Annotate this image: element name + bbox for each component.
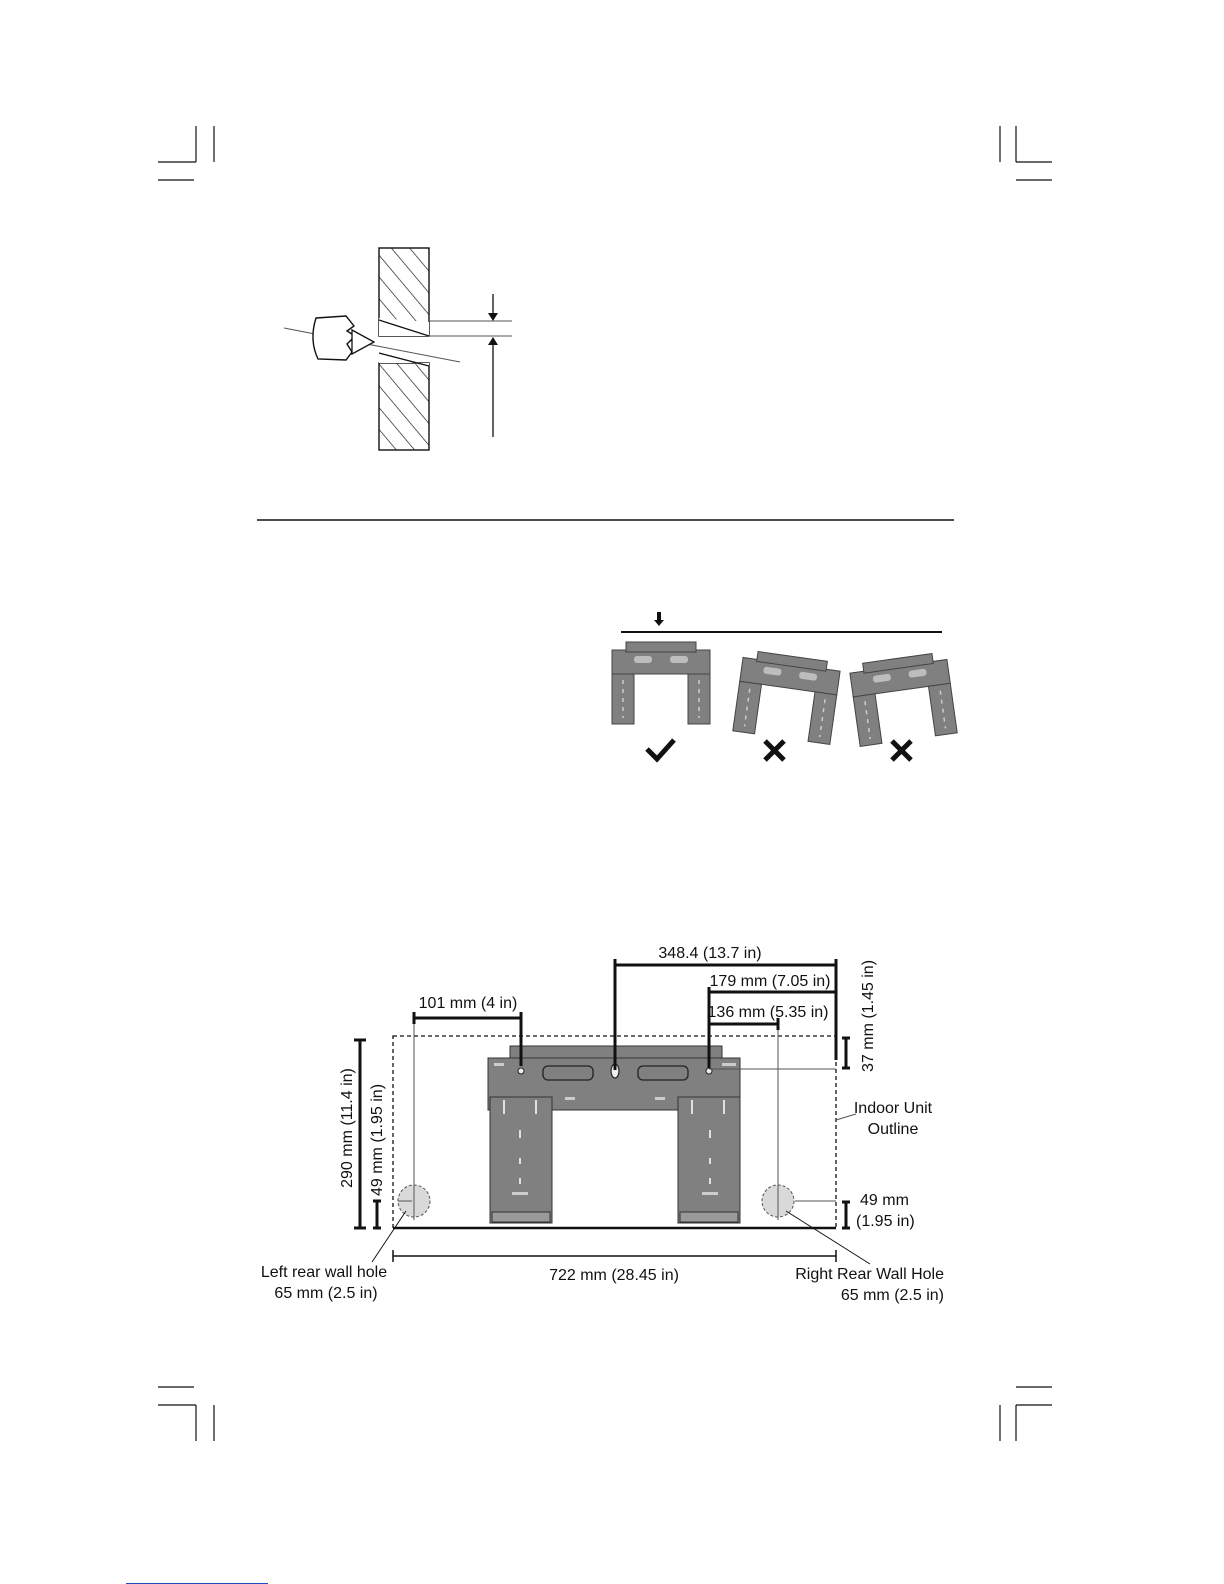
dim-left-hole-offset-label: 101 mm (4 in) xyxy=(418,995,518,1012)
dim-right-hole-height-label-1: 49 mm xyxy=(860,1192,909,1209)
right-hole-label-2: 65 mm (2.5 in) xyxy=(840,1287,944,1304)
dim-center-hole-label: 348.4 (13.7 in) xyxy=(658,945,762,962)
plate-tilted-left-icon xyxy=(849,652,957,747)
check-mark-icon xyxy=(647,740,674,759)
dim-right-hole-edge-label: 179 mm (7.05 in) xyxy=(709,973,831,990)
plate-level-icon xyxy=(612,642,710,724)
mounting-plate-diagram xyxy=(261,945,944,1304)
plate-orientation-examples xyxy=(612,612,957,760)
mounting-plate xyxy=(488,1046,740,1223)
plate-tilted-right-icon xyxy=(733,650,841,745)
dim-right-hole-height-label-2: (1.95 in) xyxy=(856,1213,915,1230)
drill-wall-illustration xyxy=(284,248,512,450)
dim-total-width-label: 722 mm (28.45 in) xyxy=(549,1267,679,1284)
dim-top-offset-label: 37 mm (1.45 in) xyxy=(860,959,877,1072)
dim-total-height-label: 290 mm (11.4 in) xyxy=(339,1068,356,1188)
indoor-unit-outline-label-2: Outline xyxy=(867,1121,919,1138)
wall-lower xyxy=(379,363,429,450)
dim-right-hole-center-label: 136 mm (5.35 in) xyxy=(707,1004,829,1021)
dim-left-hole-height-label: 49 mm (1.95 in) xyxy=(369,1083,386,1197)
left-hole-label-1: Left rear wall hole xyxy=(260,1264,388,1281)
cross-mark-icon xyxy=(892,741,911,760)
drill-icon xyxy=(313,316,355,360)
down-arrow-icon xyxy=(654,612,664,626)
crop-marks xyxy=(158,126,1052,1441)
right-hole-label-1: Right Rear Wall Hole xyxy=(795,1266,944,1283)
indoor-unit-outline-label-1: Indoor Unit xyxy=(853,1100,933,1117)
left-hole-label-2: 65 mm (2.5 in) xyxy=(274,1285,378,1302)
cross-mark-icon xyxy=(765,741,784,760)
